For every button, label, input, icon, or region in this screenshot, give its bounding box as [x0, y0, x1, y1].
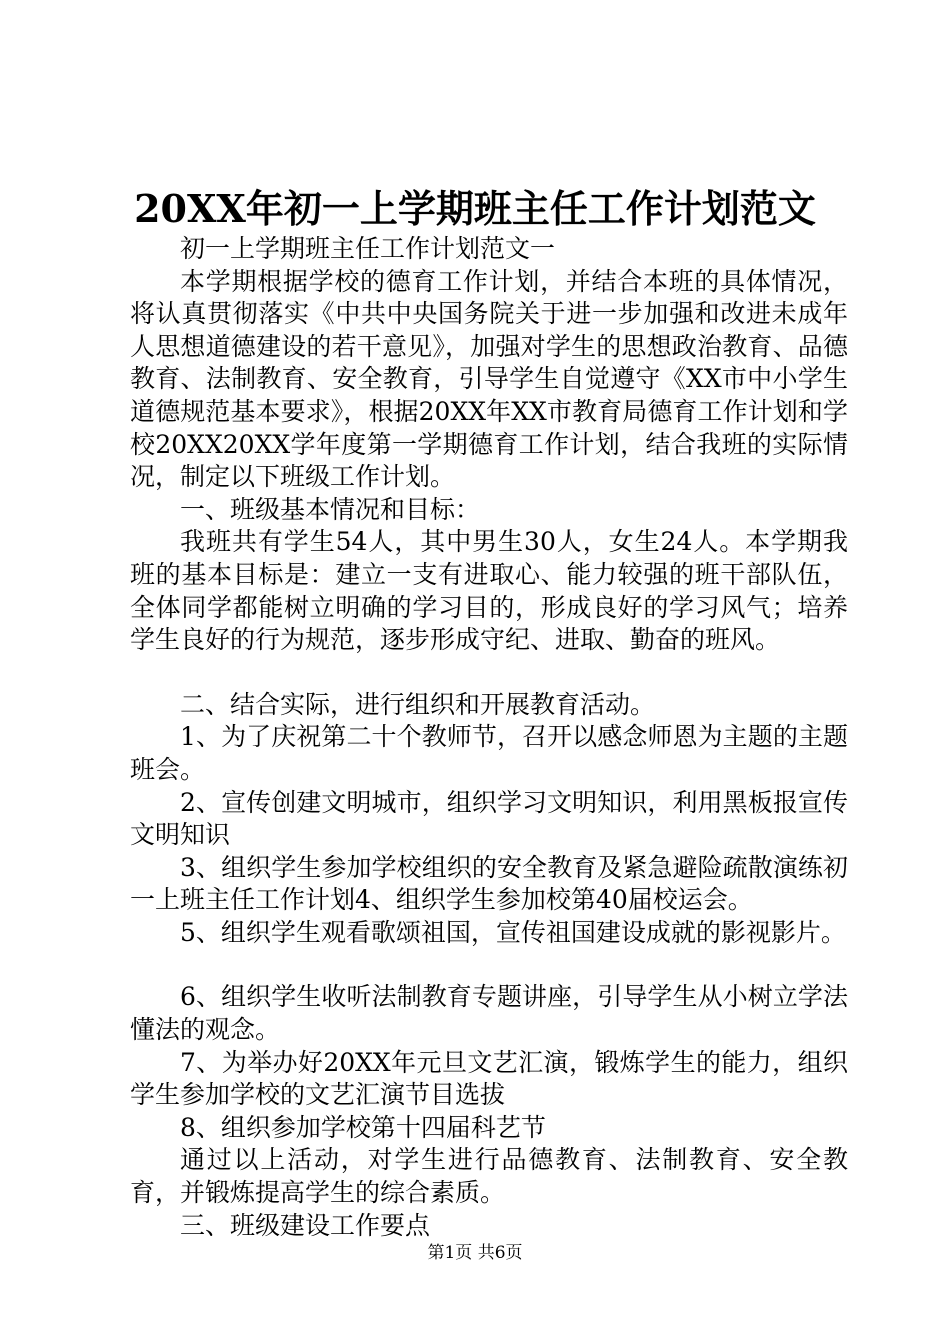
heading-section-2: 二、结合实际，进行组织和开展教育活动。	[180, 689, 656, 719]
heading-section-1: 一、班级基本情况和目标：	[180, 494, 481, 524]
list-item-8: 8、组织参加学校第十四届科艺节	[180, 1112, 546, 1142]
list-item-1: 1、为了庆祝第二十个教师节，召开以感念师恩为主题的主题班会。	[130, 722, 848, 784]
page-number: 第1页 共6页	[427, 1243, 523, 1263]
list-item-5: 5、组织学生观看歌颂祖国，宣传祖国建设成就的影视影片。	[180, 917, 846, 947]
document-body	[130, 233, 848, 1242]
paragraph-intro: 本学期根据学校的德育工作计划，并结合本班的具体情况，将认真贯彻落实《中共中央国务院关于进一步加强和改进未成年人思想道德建设的若干意见》，加强对学生的思想政治教育、品德教育、法制教育、安全教育，引导学生自觉遵守《XX市中小学生道德规范基本要求》，根据20XX年XX市教育局德育工作计划和学校20XX20XX学年度第一学期德育工作计划，结合我班的实际情况，制定以下班级工作计划。	[130, 266, 848, 492]
paragraph-class-info: 我班共有学生54人，其中男生30人，女生24人。本学期我班的基本目标是：建立一支有进取心、能力较强的班干部队伍，全体同学都能树立明确的学习目的，形成良好的学习风气；培养学生良好的行为规范，逐步形成守纪、进取、勤奋的班风。	[130, 527, 848, 655]
paragraph-subtitle: 初一上学期班主任工作计划范文一	[180, 234, 556, 263]
document-title: 20XX年初一上学期班主任工作计划范文	[134, 186, 816, 231]
list-item-3-4: 3、组织学生参加学校组织的安全教育及紧急避险疏散演练初一上班主任工作计划4、组织学生参加校第40届校运会。	[130, 852, 848, 915]
list-item-6: 6、组织学生收听法制教育专题讲座，引导学生从小树立学法懂法的观念。	[130, 982, 848, 1045]
list-item-7: 7、为举办好20XX年元旦文艺汇演，锻炼学生的能力，组织学生参加学校的文艺汇演节目选拔	[130, 1047, 848, 1110]
heading-section-3: 三、班级建设工作要点	[180, 1210, 431, 1240]
paragraph-summary: 通过以上活动，对学生进行品德教育、法制教育、安全教育，并锻炼提高学生的综合素质。	[130, 1145, 848, 1208]
list-item-2: 2、宣传创建文明城市，组织学习文明知识，利用黑板报宣传文明知识	[130, 787, 848, 850]
